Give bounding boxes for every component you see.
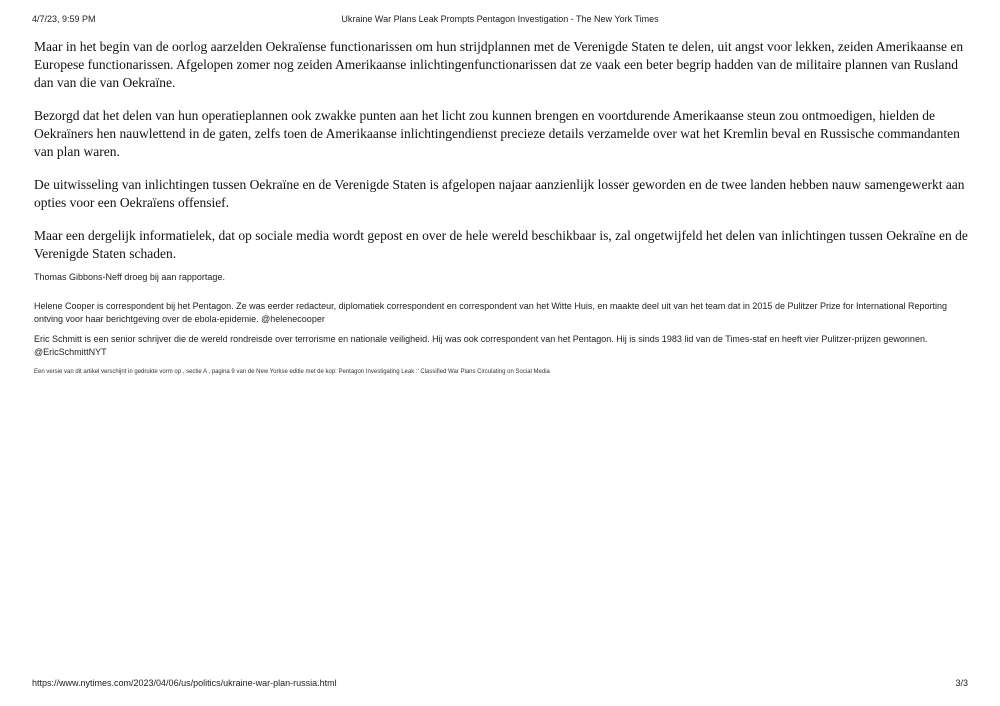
page-url[interactable]: https://www.nytimes.com/2023/04/06/us/politics/ukraine-war-plan-russia.html (32, 678, 337, 688)
page-number: 3/3 (955, 678, 968, 688)
print-date: 4/7/23, 9:59 PM (32, 14, 96, 24)
article-body (34, 38, 969, 381)
print-version-note: Een versie van dit artikel verschijnt in gedrukte vorm op , sectie A , pagina 9 van de New Yorkse editie met de kop: Pentagon Investigating Leak :' Classified War Plans Circulating on Social Media (34, 369, 550, 375)
print-page-title: Ukraine War Plans Leak Prompts Pentagon Investigation - The New York Times (341, 14, 659, 24)
print-footer (32, 678, 968, 692)
author-bio-eric-schmitt: Eric Schmitt is een senior schrijver die de wereld rondreisde over terrorisme en nationale veiligheid. Hij was ook correspondent van het Pentagon. Hij is sinds 1983 lid van de Times-staf en heeft vier Pulitzer-prijzen gewonnen. @EricSchmittNYT (34, 334, 928, 357)
article-paragraph: De uitwisseling van inlichtingen tussen Oekraïne en de Verenigde Staten is afgelopen najaar aanzienlijk losser geworden en de twee landen hebben nauw samengewerkt aan opties voor een Oekraïens offensief. (34, 177, 965, 210)
author-bio-helene-cooper: Helene Cooper is correspondent bij het Pentagon. Ze was eerder redacteur, diplomatiek correspondent en correspondent van het Witte Huis, en maakte deel uit van het team dat in 2015 de Pulitzer Prize for International Reporting ontving voor haar berichtgeving over de ebola-epidemie. @helenecooper (34, 301, 948, 324)
contributor-credit: Thomas Gibbons-Neff droeg bij aan rapportage. (34, 272, 225, 282)
print-header (32, 14, 968, 28)
article-paragraph: Maar een dergelijk informatielek, dat op sociale media wordt gepost en over de hele wereld beschikbaar is, zal ongetwijfeld het delen van inlichtingen tussen Oekraïne en de Verenigde Staten schaden. (34, 228, 968, 261)
article-paragraph: Bezorgd dat het delen van hun operatieplannen ook zwakke punten aan het licht zou kunnen brengen en voortdurende Amerikaanse steun zou ontmoedigen, hielden de Oekraïners hen nauwlettend in de gaten, zelfs toen de Amerikaanse inlichtingendienst precieze details verzamelde over wat het Kremlin beval en Russische commandanten van plan waren. (34, 108, 960, 159)
article-paragraph: Maar in het begin van de oorlog aarzelden Oekraïense functionarissen om hun strijdplannen met de Verenigde Staten te delen, uit angst voor lekken, zeiden Amerikaanse en Europese functionarissen. Afgelopen zomer nog zeiden Amerikaanse inlichtingenfunctionarissen dat ze vaak een beter begrip hadden van de militaire plannen van Rusland dan van die van Oekraïne. (34, 39, 964, 90)
